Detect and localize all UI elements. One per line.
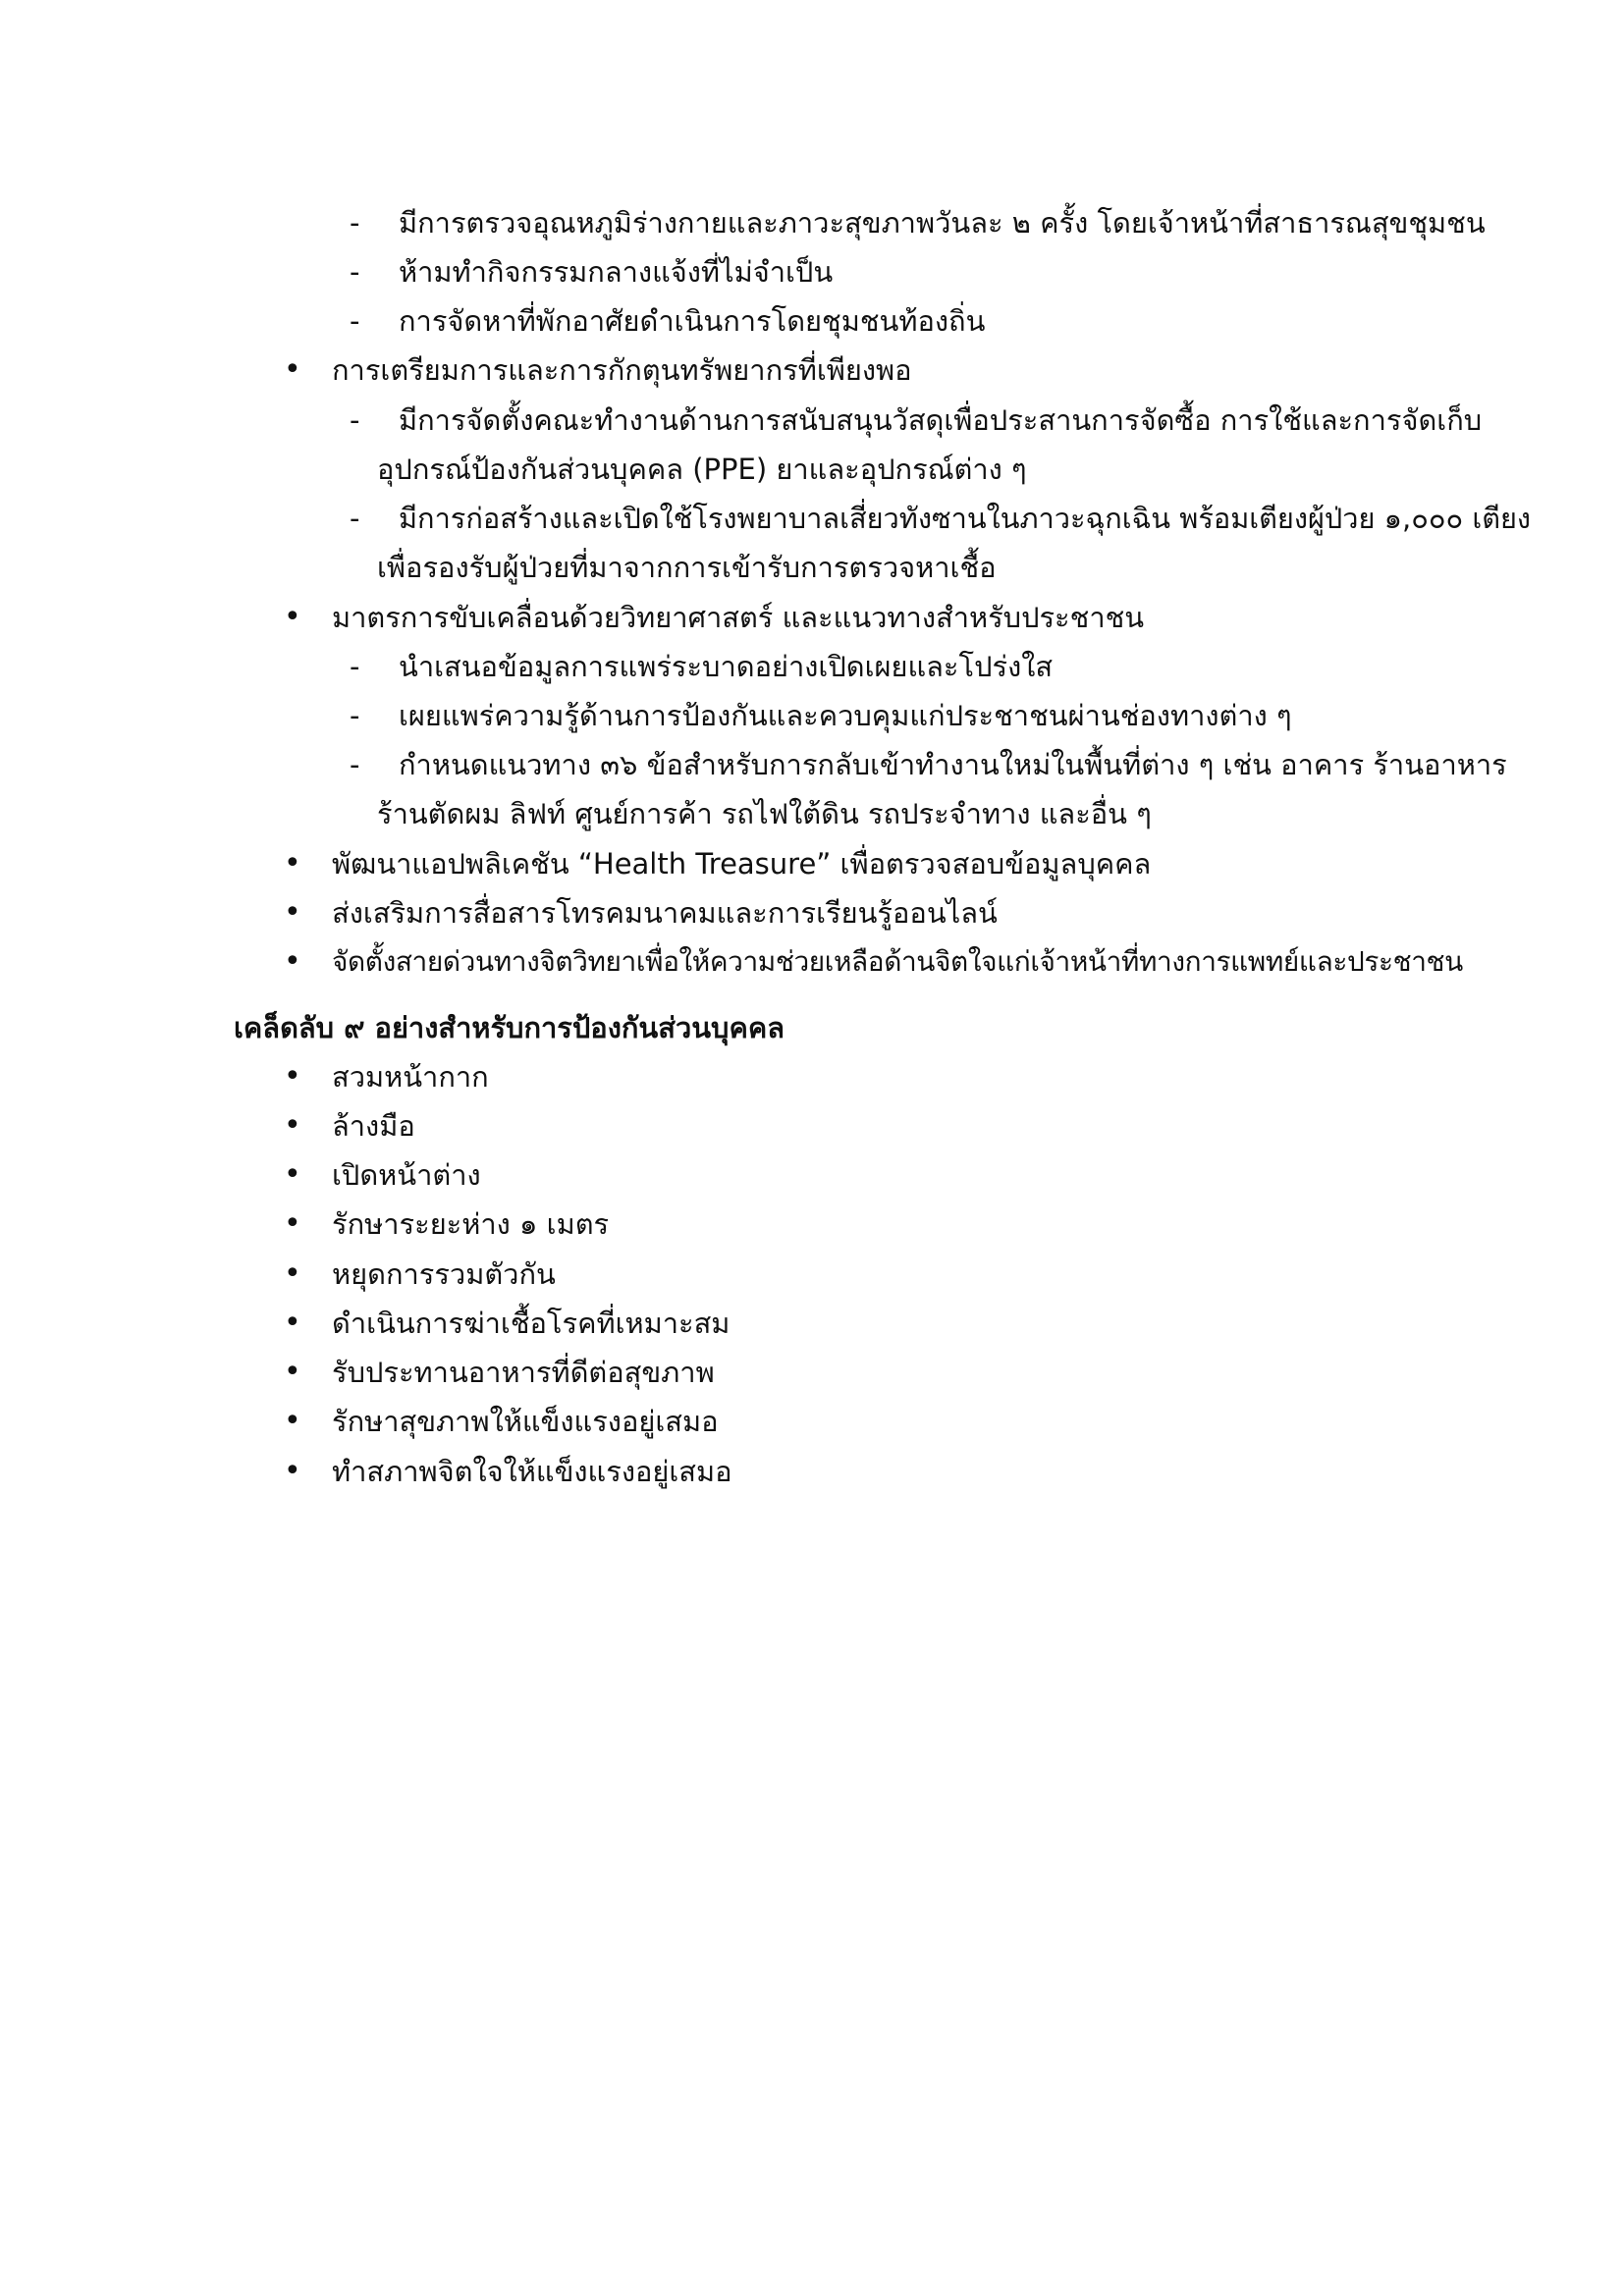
bullet-item-text: จัดตั้งสายด่วนทางจิตวิทยาเพื่อให้ความช่วยเหลือด้านจิตใจแก่เจ้าหน้าที่ทางการแพทย์และประชาชน (332, 945, 1463, 978)
tip-item: รับประทานอาหารที่ดีต่อสุขภาพ (332, 1356, 715, 1389)
sub-item-text: เผยแพร่ความรู้ด้านการป้องกันและควบคุมแก่ประชาชนผ่านช่องทางต่าง ๆ (399, 699, 1292, 732)
sub-item-text: มีการตรวจอุณหภูมิร่างกายและภาวะสุขภาพวันละ ๒ ครั้ง โดยเจ้าหน้าที่สาธารณสุขชุมชน (399, 206, 1486, 240)
dash-marker: - (350, 403, 360, 437)
tip-item: เปิดหน้าต่าง (332, 1158, 481, 1192)
bullet-marker: • (284, 1404, 301, 1438)
bullet-marker: • (284, 352, 301, 387)
tip-item: ทำสภาพจิตใจให้แข็งแรงอยู่เสมอ (332, 1455, 732, 1488)
tip-item: สวมหน้ากาก (332, 1060, 489, 1094)
section-heading: เคล็ดลับ ๙ อย่างสำหรับการป้องกันส่วนบุคคล (234, 1011, 785, 1044)
sub-item-text: นำเสนอข้อมูลการแพร่ระบาดอย่างเปิดเผยและโปร่งใส (399, 650, 1054, 683)
bullet-marker: • (284, 1454, 301, 1488)
tip-item: ดำเนินการฆ่าเชื้อโรคที่เหมาะสม (332, 1307, 731, 1340)
tip-item: รักษาระยะห่าง ๑ เมตร (332, 1207, 610, 1241)
bullet-marker: • (284, 895, 301, 930)
bullet-marker: • (284, 1256, 301, 1291)
sub-item-text-cont: ร้านตัดผม ลิฟท์ ศูนย์การค้า รถไฟใต้ดิน รถประจำทาง และอื่น ๆ (377, 797, 1152, 830)
sub-item-text: ห้ามทำกิจกรรมกลางแจ้งที่ไม่จำเป็น (399, 255, 834, 289)
dash-marker: - (350, 255, 360, 289)
sub-item-text: มีการจัดตั้งคณะทำงานด้านการสนับสนุนวัสดุเพื่อประสานการจัดซื้อ การใช้และการจัดเก็บ (399, 403, 1483, 437)
dash-marker: - (350, 304, 360, 338)
bullet-item-text: ส่งเสริมการสื่อสารโทรคมนาคมและการเรียนรู้ออนไลน์ (332, 896, 998, 930)
sub-item-text-cont: เพื่อรองรับผู้ป่วยที่มาจากการเข้ารับการตรวจหาเชื้อ (377, 551, 997, 584)
tip-item: ล้างมือ (332, 1109, 415, 1143)
bullet-marker: • (284, 1059, 301, 1094)
tip-item: รักษาสุขภาพให้แข็งแรงอยู่เสมอ (332, 1405, 719, 1438)
bullet-marker: • (284, 1206, 301, 1241)
dash-marker: - (350, 699, 360, 732)
bullet-marker: • (284, 600, 301, 634)
sub-item-text: มีการก่อสร้างและเปิดใช้โรงพยาบาลเสี่ยวทังซานในภาวะฉุกเฉิน พร้อมเตียงผู้ป่วย ๑,๐๐๐ เตียง (399, 502, 1532, 535)
bullet-item-text: การเตรียมการและการกักตุนทรัพยากรที่เพียงพอ (332, 353, 912, 387)
sub-item-text: การจัดหาที่พักอาศัยดำเนินการโดยชุมชนท้องถิ่น (399, 304, 986, 338)
dash-marker: - (350, 650, 360, 683)
bullet-marker: • (284, 1306, 301, 1340)
bullet-marker: • (284, 1108, 301, 1143)
bullet-item-text: พัฒนาแอปพลิเคชัน “Health Treasure” เพื่อตรวจสอบข้อมูลบุคคล (332, 847, 1152, 881)
dash-marker: - (350, 206, 360, 240)
tip-item: หยุดการรวมตัวกัน (332, 1257, 556, 1291)
bullet-marker: • (284, 944, 301, 979)
bullet-item-text: มาตรการขับเคลื่อนด้วยวิทยาศาสตร์ และแนวทางสำหรับประชาชน (332, 601, 1145, 634)
bullet-marker: • (284, 1157, 301, 1192)
dash-marker: - (350, 748, 360, 781)
sub-item-text-cont: อุปกรณ์ป้องกันส่วนบุคคล (PPE) ยาและอุปกรณ์ต่าง ๆ (377, 453, 1027, 486)
bullet-marker: • (284, 846, 301, 881)
dash-marker: - (350, 502, 360, 535)
sub-item-text: กำหนดแนวทาง ๓๖ ข้อสำหรับการกลับเข้าทำงานใหม่ในพื้นที่ต่าง ๆ เช่น อาคาร ร้านอาหาร (399, 748, 1507, 781)
bullet-marker: • (284, 1355, 301, 1389)
